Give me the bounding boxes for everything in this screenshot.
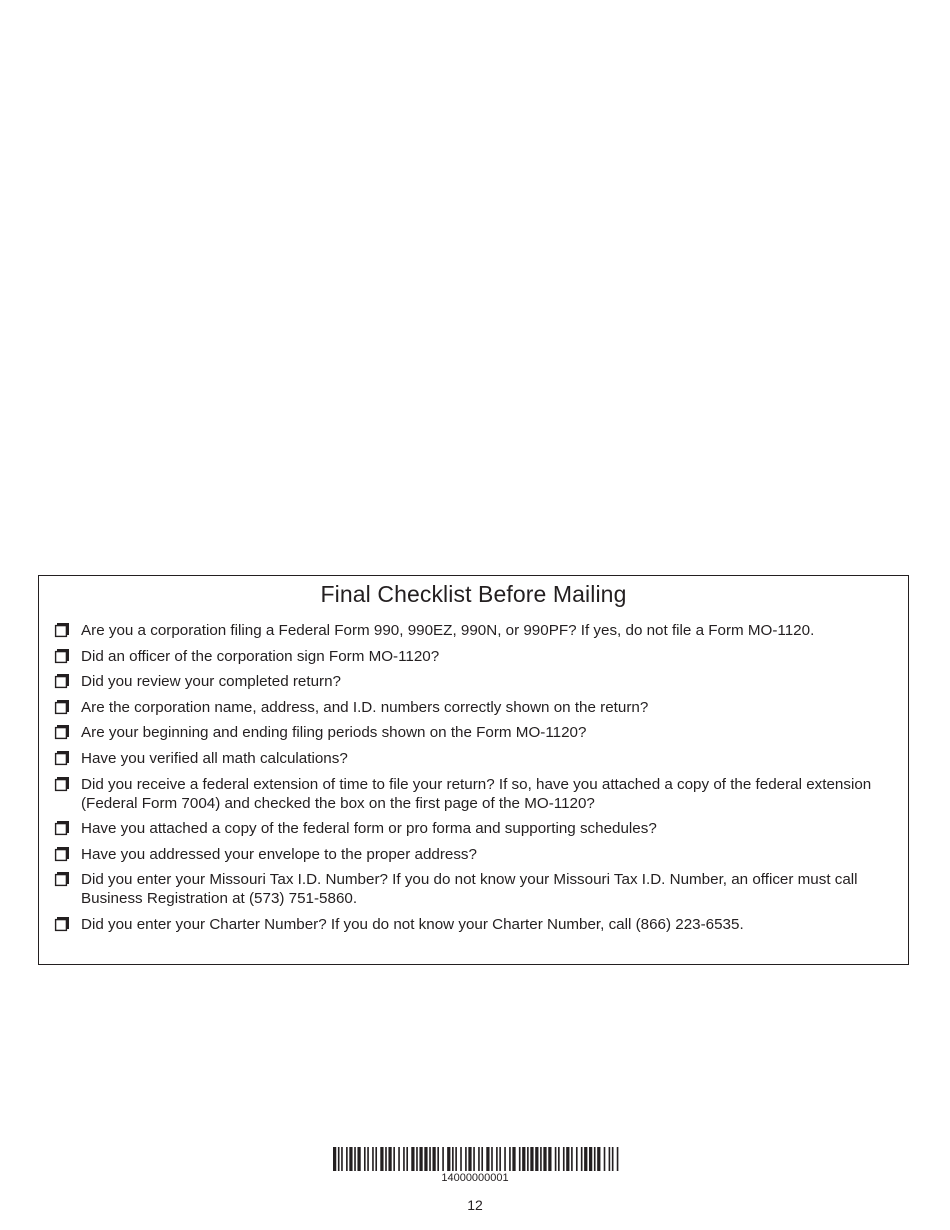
checklist-item-text: Did you enter your Missouri Tax I.D. Number? If you do not know your Missouri Tax I.D. Number, an officer must call Business Registration at (573) 751-5860.	[81, 871, 858, 908]
checklist-item	[53, 775, 900, 813]
checkbox-icon[interactable]	[53, 775, 71, 793]
checkbox-icon[interactable]	[53, 845, 71, 863]
checkbox-icon[interactable]	[53, 647, 71, 665]
checklist-item	[53, 621, 900, 640]
checkbox-icon[interactable]	[53, 870, 71, 888]
checklist-item	[53, 749, 900, 768]
final-checklist-box	[38, 575, 909, 965]
checklist-item	[53, 870, 900, 908]
checklist-item	[53, 723, 900, 742]
checklist-item-text: Have you addressed your envelope to the proper address?	[81, 845, 477, 863]
checklist-title: Final Checklist Before Mailing	[320, 581, 627, 607]
checklist-item	[53, 915, 900, 934]
checklist-item	[53, 672, 900, 691]
checklist-item-text: Did you review your completed return?	[81, 673, 341, 691]
checklist-items	[53, 621, 900, 941]
checklist-item-text: Are you a corporation filing a Federal Form 990, 990EZ, 990N, or 990PF? If yes, do not file a Form MO-1120.	[81, 622, 815, 639]
checklist-item	[53, 819, 900, 838]
checkbox-icon[interactable]	[53, 723, 71, 741]
checkbox-icon[interactable]	[53, 672, 71, 690]
barcode-number: 14000000001	[441, 1172, 509, 1184]
checklist-item-text: Have you verified all math calculations?	[81, 749, 348, 767]
checklist-item-text: Have you attached a copy of the federal form or pro forma and supporting schedules?	[81, 820, 657, 838]
checklist-item-text: Did you receive a federal extension of time to file your return? If so, have you attached a copy of the federal extension (Federal Form 7004) and checked the box on the first page of the MO-1120?	[81, 775, 872, 812]
checklist-item	[53, 647, 900, 666]
checklist-item-text: Are the corporation name, address, and I.D. numbers correctly shown on the return?	[81, 698, 649, 716]
checkbox-icon[interactable]	[53, 819, 71, 837]
checklist-item-text: Did an officer of the corporation sign Form MO-1120?	[81, 647, 440, 665]
checklist-item-text: Did you enter your Charter Number? If you do not know your Charter Number, call (866) 223-6535.	[81, 915, 744, 933]
checklist-item-text: Are your beginning and ending filing periods shown on the Form MO-1120?	[81, 724, 587, 742]
checkbox-icon[interactable]	[53, 749, 71, 767]
checkbox-icon[interactable]	[53, 621, 71, 639]
checklist-item	[53, 698, 900, 717]
page-number: 12	[467, 1197, 483, 1213]
barcode	[333, 1147, 620, 1171]
checkbox-icon[interactable]	[53, 698, 71, 716]
checkbox-icon[interactable]	[53, 915, 71, 933]
checklist-item	[53, 845, 900, 864]
